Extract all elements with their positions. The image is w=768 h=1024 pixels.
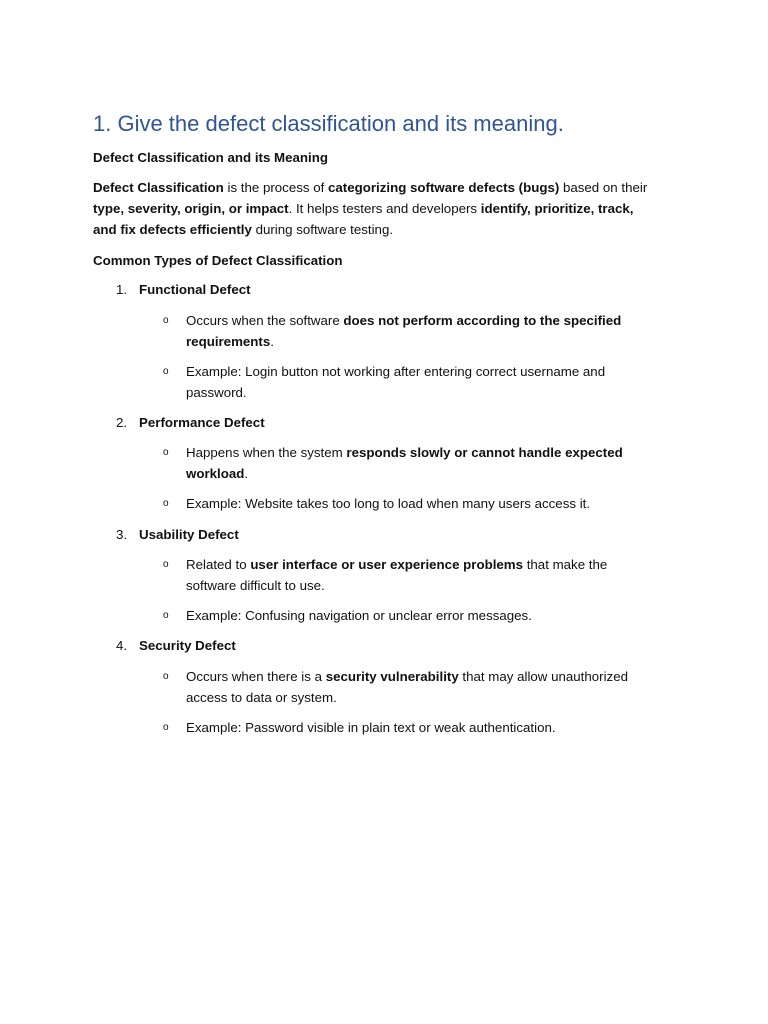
defect-type-name: Performance Defect [139,415,265,430]
bold-term: categorizing software defects (bugs) [328,180,560,195]
bold-term: and fix defects efficiently [93,222,252,237]
intro-line-2 [93,198,633,219]
bullet-line [186,463,248,484]
text-run: . [244,466,249,481]
item-number: 4. [116,638,128,653]
intro-line-3 [93,219,393,240]
subtitle: Defect Classification and its Meaning [93,150,328,165]
text-run: Related to [186,557,251,572]
defect-type-item [116,524,239,545]
bold-term: security vulnerability [325,669,459,684]
text-run: . [270,334,274,349]
bullet-line [186,442,623,463]
defect-type-item [116,412,265,433]
text-run: Occurs when the software [186,313,344,328]
text-run: that may allow unauthorized [458,669,628,684]
text-run: is the process of [223,180,329,195]
defect-type-name: Security Defect [139,638,236,653]
text-run: . It helps testers and developers [288,201,481,216]
text-run: based on their [559,180,648,195]
bullet-marker: o [163,498,169,509]
bullet-marker: o [163,722,169,733]
bullet-marker: o [163,447,169,458]
defect-type-name: Usability Defect [139,527,239,542]
item-number: 2. [116,415,128,430]
bold-term: user interface or user experience problems [250,557,524,572]
bold-term: identify, prioritize, track, [480,201,634,216]
bullet-line: password. [186,385,247,400]
bold-term: requirements [186,334,271,349]
bold-term: responds slowly or cannot handle expected [346,445,623,460]
bullet-line: Example: Password visible in plain text or weak authentication. [186,720,556,735]
text-run: Occurs when there is a [186,669,326,684]
defect-type-item [116,279,251,300]
bullet-line: Example: Confusing navigation or unclear error messages. [186,608,532,623]
bullet-line: access to data or system. [186,690,337,705]
bullet-line [186,554,607,575]
bullet-marker: o [163,559,169,570]
bold-term: does not perform according to the specified [343,313,622,328]
bold-term: Defect Classification [93,180,224,195]
bullet-marker: o [163,671,169,682]
bold-term: workload [186,466,245,481]
item-number: 3. [116,527,128,542]
bullet-line: Example: Website takes too long to load when many users access it. [186,496,591,511]
bullet-line [186,666,628,687]
bullet-line: Example: Login button not working after entering correct username and [186,364,606,379]
text-run: that make the [523,557,608,572]
bullet-line [186,310,621,331]
bullet-marker: o [163,610,169,621]
bold-term: type, severity, origin, or impact [93,201,289,216]
item-number: 1. [116,282,128,297]
bullet-line: software difficult to use. [186,578,325,593]
text-run: Happens when the system [186,445,347,460]
text-run: during software testing. [251,222,394,237]
bullet-marker: o [163,366,169,377]
section-heading: Common Types of Defect Classification [93,253,343,268]
defect-type-name: Functional Defect [139,282,251,297]
bullet-marker: o [163,315,169,326]
defect-type-item [116,635,236,656]
bullet-line [186,331,274,352]
intro-line-1 [93,177,647,198]
question-heading: 1. Give the defect classification and its meaning. [93,111,564,136]
